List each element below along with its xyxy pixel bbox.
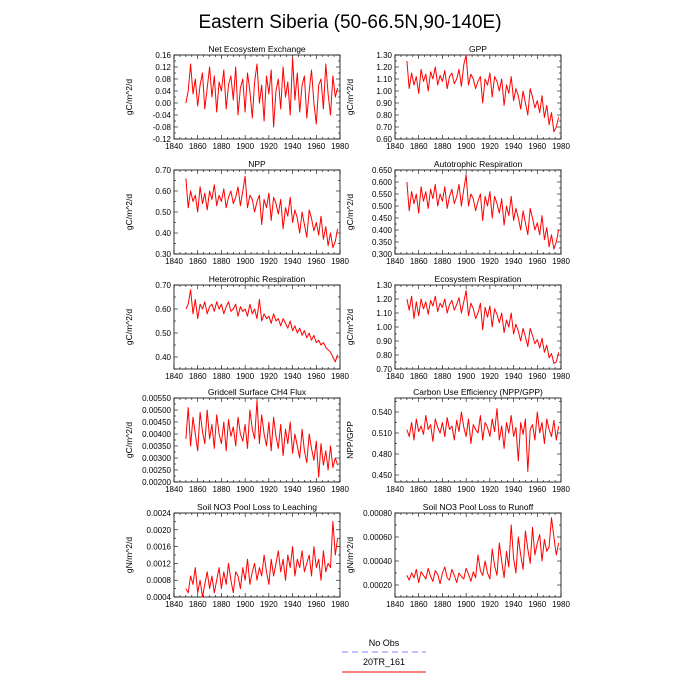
x-tick-label: 1960 [307,485,326,494]
x-tick-label: 1920 [480,485,499,494]
y-tick-label: 0.90 [376,99,392,108]
x-tick-label: 1860 [409,142,428,151]
x-tick-label: 1920 [259,372,278,381]
y-tick-label: 0.00350 [142,442,171,451]
y-tick-label: 0.80 [376,111,392,120]
x-tick-label: 1840 [165,485,183,494]
panel-title: Ecosystem Respiration [434,274,522,284]
x-tick-label: 1960 [307,600,326,609]
x-tick-label: 1940 [504,485,523,494]
x-tick-label: 1880 [433,600,452,609]
x-tick-label: 1940 [504,600,523,609]
y-tick-label: -0.08 [152,123,171,132]
x-tick-label: 1960 [307,142,326,151]
panel-title: Autotrophic Respiration [433,159,523,169]
y-tick-label: 0.0020 [146,525,171,535]
x-tick-label: 1860 [188,372,207,381]
y-tick-label: 0.00 [155,99,171,108]
series-line-0 [407,409,559,472]
x-tick-label: 1880 [212,485,231,494]
panel-soil-no3-pool-loss-to-leaching [124,502,349,609]
plot-frame [395,170,561,254]
y-tick-label: 0.0004 [146,593,171,602]
legend-label-20tr-161: 20TR_161 [362,657,406,667]
series-line-0 [407,175,559,249]
series-line-0 [186,521,338,597]
plot-frame [174,285,340,369]
y-tick-label: 0.40 [155,229,171,238]
y-tick-label: 0.70 [155,281,171,290]
x-tick-label: 1880 [433,372,452,381]
y-tick-label: 0.510 [371,429,392,438]
x-tick-label: 1980 [331,485,349,494]
y-tick-label: 1.10 [376,75,392,84]
x-tick-label: 1960 [528,372,547,381]
x-tick-label: 1980 [552,485,570,494]
y-tick-label: 0.0008 [146,576,171,586]
y-tick-label: 1.10 [376,309,392,318]
y-axis-label: gC/m^2/d [124,421,134,459]
y-tick-label: 0.350 [371,238,392,247]
panel-title: Carbon Use Efficiency (NPP/GPP) [413,387,543,397]
y-tick-label: 0.80 [376,351,392,360]
y-tick-label: 0.40 [155,353,171,362]
x-tick-label: 1980 [552,257,570,266]
x-tick-label: 1980 [331,372,349,381]
x-tick-label: 1980 [552,600,570,609]
y-tick-label: 0.08 [155,75,171,84]
series-line-0 [407,518,559,584]
y-tick-label: 0.00300 [142,454,171,463]
x-tick-label: 1860 [409,372,428,381]
y-axis-label: NPP/GPP [345,421,355,459]
y-tick-label: 0.00400 [142,430,171,439]
series-line-0 [186,400,338,477]
y-tick-label: 0.300 [371,250,392,259]
x-tick-label: 1960 [307,257,326,266]
y-tick-label: 0.50 [155,329,171,338]
x-tick-label: 1880 [212,372,231,381]
y-tick-label: 0.00550 [142,394,171,403]
panel-grid [124,44,570,609]
x-tick-label: 1880 [433,485,452,494]
panel-title: Heterotrophic Respiration [208,274,306,284]
y-tick-label: 1.30 [376,51,392,60]
x-tick-label: 1920 [259,485,278,494]
y-axis-label: gN/m^2/d [345,536,355,574]
y-tick-label: 0.00250 [142,466,171,475]
x-tick-label: 1840 [386,372,404,381]
y-axis-label: gC/m^2/d [124,308,134,346]
x-tick-label: 1960 [528,257,547,266]
x-tick-label: 1940 [283,372,302,381]
y-tick-label: 0.30 [155,250,171,259]
x-tick-label: 1900 [457,257,476,266]
x-tick-label: 1980 [331,600,349,609]
y-tick-label: -0.04 [152,111,171,120]
x-tick-label: 1920 [480,372,499,381]
y-tick-label: 0.0016 [146,542,171,552]
x-tick-label: 1920 [480,600,499,609]
x-tick-label: 1900 [457,142,476,151]
x-tick-label: 1860 [409,600,428,609]
panel-ecosystem-respiration [345,274,570,381]
x-tick-label: 1860 [188,257,207,266]
y-axis-label: gC/m^2/d [345,308,355,346]
panel-title: GPP [469,44,487,54]
y-tick-label: 0.00500 [142,406,171,415]
x-tick-label: 1840 [386,142,404,151]
y-tick-label: 0.16 [155,51,171,60]
x-tick-label: 1940 [504,257,523,266]
x-tick-label: 1840 [165,600,183,609]
x-tick-label: 1920 [480,257,499,266]
plot-frame [174,170,340,254]
y-tick-label: 0.540 [371,408,392,417]
y-tick-label: 0.04 [155,87,171,96]
panel-autotrophic-respiration [345,159,570,266]
x-tick-label: 1880 [433,142,452,151]
legend [342,638,426,672]
y-tick-label: 0.00200 [142,478,171,487]
y-tick-label: 0.0024 [146,509,171,518]
y-tick-label: 0.90 [376,337,392,346]
x-tick-label: 1960 [528,600,547,609]
panel-title: Soil NO3 Pool Loss to Leaching [196,502,318,512]
y-tick-label: 0.00450 [142,418,171,427]
x-tick-label: 1840 [165,372,183,381]
x-tick-label: 1940 [283,257,302,266]
y-tick-label: 0.60 [155,305,171,314]
panel-carbon-use-efficiency-npp-gpp [345,387,570,494]
x-tick-label: 1940 [504,142,523,151]
panel-gridcell-surface-ch4-flux [124,387,349,494]
panel-soil-no3-pool-loss-to-runoff [345,502,570,609]
y-tick-label: 0.50 [155,208,171,217]
y-tick-label: -0.12 [152,135,171,144]
y-tick-label: 0.70 [376,123,392,132]
legend-label-no-obs: No Obs [368,638,400,648]
y-axis-label: gC/m^2/d [345,78,355,116]
y-tick-label: 0.60 [376,135,392,144]
x-tick-label: 1880 [433,257,452,266]
x-tick-label: 1900 [236,485,255,494]
x-tick-label: 1920 [259,600,278,609]
y-tick-label: 0.400 [371,226,392,235]
plot-frame [395,398,561,482]
x-tick-label: 1860 [188,142,207,151]
y-tick-label: 1.00 [376,323,392,332]
x-tick-label: 1860 [409,485,428,494]
x-tick-label: 1980 [552,142,570,151]
x-tick-label: 1960 [307,372,326,381]
series-line-0 [407,55,559,132]
x-tick-label: 1840 [165,257,183,266]
y-tick-label: 0.70 [155,166,171,175]
y-tick-label: 0.600 [371,178,392,187]
y-axis-label: gC/m^2/d [124,193,134,231]
x-tick-label: 1900 [457,372,476,381]
y-axis-label: gC/m^2/d [124,78,134,116]
y-tick-label: 0.450 [371,471,392,480]
panel-npp [124,159,349,266]
x-tick-label: 1840 [386,485,404,494]
panel-title: Gridcell Surface CH4 Flux [207,387,307,397]
panel-gpp [345,44,570,151]
x-tick-label: 1900 [457,485,476,494]
x-tick-label: 1960 [528,485,547,494]
x-tick-label: 1940 [283,485,302,494]
y-tick-label: 0.450 [371,214,392,223]
x-tick-label: 1840 [165,142,183,151]
x-tick-label: 1900 [236,142,255,151]
x-tick-label: 1880 [212,142,231,151]
y-tick-label: 0.550 [371,190,392,199]
x-tick-label: 1840 [386,257,404,266]
plot-frame [174,398,340,482]
y-axis-label: gC/m^2/d [345,193,355,231]
x-tick-label: 1880 [212,257,231,266]
figure-title: Eastern Siberia (50-66.5N,90-140E) [198,12,502,33]
y-tick-label: 0.00020 [363,581,392,590]
x-tick-label: 1920 [259,257,278,266]
plot-frame [395,285,561,369]
x-tick-label: 1980 [331,142,349,151]
y-tick-label: 1.20 [376,63,392,72]
x-tick-label: 1940 [283,600,302,609]
x-tick-label: 1900 [457,600,476,609]
y-tick-label: 0.480 [371,450,392,459]
x-tick-label: 1860 [188,600,207,609]
y-tick-label: 1.00 [376,87,392,96]
x-tick-label: 1900 [236,372,255,381]
x-tick-label: 1980 [331,257,349,266]
panel-net-ecosystem-exchange [124,44,349,151]
y-tick-label: 0.0012 [146,559,171,569]
y-tick-label: 1.20 [376,295,392,304]
y-tick-label: 0.650 [371,166,392,175]
series-line-0 [186,290,338,362]
plot-frame [395,55,561,139]
x-tick-label: 1940 [504,372,523,381]
x-tick-label: 1860 [188,485,207,494]
y-tick-label: 0.500 [371,202,392,211]
x-tick-label: 1960 [528,142,547,151]
x-tick-label: 1840 [386,600,404,609]
y-tick-label: 0.60 [155,187,171,196]
panel-title: Soil NO3 Pool Loss to Runoff [422,502,534,512]
y-tick-label: 0.00060 [363,533,392,542]
y-tick-label: 0.00040 [363,557,392,566]
series-line-0 [407,291,559,364]
series-line-0 [186,176,338,247]
x-tick-label: 1980 [552,372,570,381]
x-tick-label: 1920 [480,142,499,151]
panel-title: Net Ecosystem Exchange [208,44,306,54]
x-tick-label: 1920 [259,142,278,151]
x-tick-label: 1900 [236,257,255,266]
x-tick-label: 1880 [212,600,231,609]
y-tick-label: 0.12 [155,63,171,72]
x-tick-label: 1860 [409,257,428,266]
y-tick-label: 1.30 [376,281,392,290]
series-line-0 [186,58,338,127]
y-tick-label: 0.00080 [363,509,392,518]
x-tick-label: 1940 [283,142,302,151]
panel-title: NPP [248,159,266,169]
panel-heterotrophic-respiration [124,274,349,381]
y-tick-label: 0.70 [376,365,392,374]
x-tick-label: 1900 [236,600,255,609]
y-axis-label: gN/m^2/d [124,536,134,574]
